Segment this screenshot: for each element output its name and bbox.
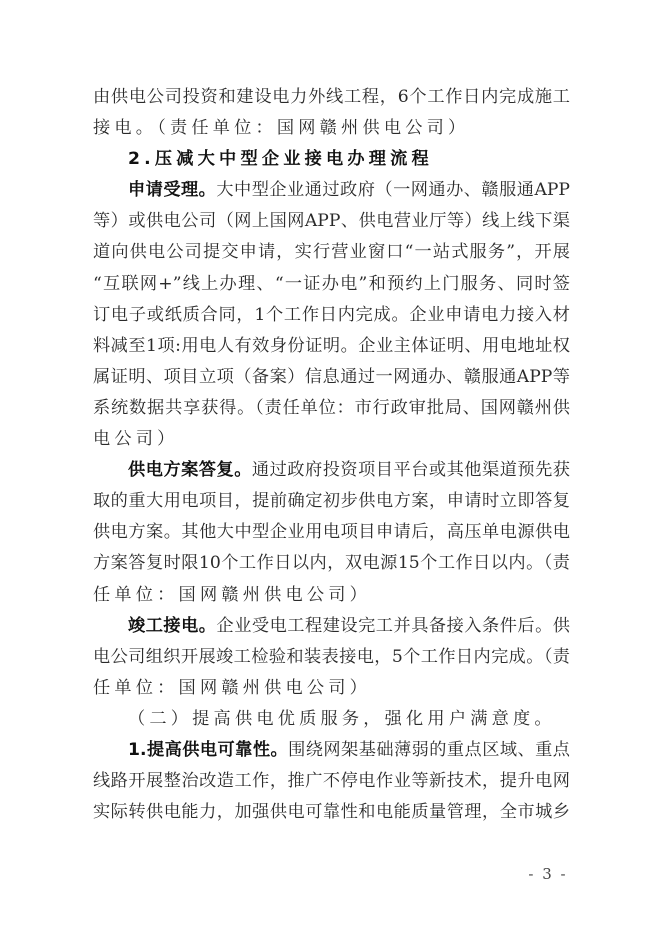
paragraph-line: [93, 362, 570, 393]
paragraph-line: [93, 735, 570, 766]
paragraph-line: [93, 548, 570, 579]
paragraph-lead: 申请受理。: [128, 180, 217, 201]
line-text: 订电子或纸质合同，1个工作日内完成。企业申请电力接入材: [93, 304, 570, 325]
line-text: 大中型企业通过政府（一网通办、赣服通APP: [216, 180, 570, 201]
line-text: 企业受电工程建设完工并具备接入条件后。供: [216, 615, 570, 636]
paragraph-line: [93, 611, 570, 642]
paragraph-lead: 竣工接电。: [128, 615, 217, 636]
paragraph-line: [93, 424, 570, 455]
line-text: 电公司）: [93, 429, 179, 450]
line-text: 系统数据共享获得。（责任单位：市行政审批局、国网赣州供: [93, 397, 570, 418]
paragraph-lead: 1.提高供电可靠性。: [128, 739, 289, 760]
paragraph-line: [93, 580, 570, 611]
line-text: 围绕网架基础薄弱的重点区域、重点: [288, 739, 570, 760]
subsection-heading: [93, 704, 570, 735]
document-page: [93, 82, 570, 828]
line-text: “互联网+”线上办理、“一证办电”和预约上门服务、同时签: [93, 273, 570, 294]
paragraph-line: [93, 642, 570, 673]
line-text: 道向供电公司提交申请，实行营业窗口“一站式服务”，开展: [93, 242, 570, 263]
paragraph-line: [93, 175, 570, 206]
line-text: 等）或供电公司（网上国网APP、供电营业厅等）线上线下渠: [93, 211, 570, 232]
line-text: 任单位：国网赣州供电公司）: [93, 584, 372, 605]
paragraph-line: [93, 237, 570, 268]
paragraph-line: [93, 269, 570, 300]
line-text: 线路开展整治改造工作，推广不停电作业等新技术，提升电网: [93, 771, 570, 792]
line-text: 由供电公司投资和建设电力外线工程，6个工作日内完成施工: [93, 87, 570, 107]
line-text: 料减至1项:用电人有效身份证明。企业主体证明、用电地址权: [93, 335, 570, 356]
line-text: 方案答复时限10个工作日以内，双电源15个工作日以内。（责: [93, 553, 570, 574]
paragraph-line: [93, 82, 570, 113]
paragraph-lead: 供电方案答复。: [128, 460, 252, 481]
paragraph-line: [93, 766, 570, 797]
paragraph-line: [93, 331, 570, 362]
paragraph-line: [93, 206, 570, 237]
line-text: 属证明、项目立项（备案）信息通过一网通办、赣服通APP等: [93, 366, 570, 387]
line-text: 供电方案。其他大中型企业用电项目申请后，高压单电源供电: [93, 522, 570, 543]
section-heading: [93, 144, 570, 175]
paragraph-line: [93, 517, 570, 548]
line-text: 任单位：国网赣州供电公司）: [93, 677, 372, 698]
paragraph-line: [93, 455, 570, 486]
paragraph-line: [93, 393, 570, 424]
paragraph-line: [93, 300, 570, 331]
line-text: 接电。（责任单位：国网赣州供电公司）: [93, 118, 470, 139]
page-number: - 3 -: [528, 865, 568, 883]
paragraph-line: [93, 486, 570, 517]
paragraph-line: [93, 113, 570, 144]
line-text: 实际转供电能力，加强供电可靠性和电能质量管理，全市城乡: [93, 802, 570, 823]
heading-text: （二）提高供电优质服务，强化用户满意度。: [128, 708, 556, 729]
line-text: 取的重大用电项目，提前确定初步供电方案，申请时立即答复: [93, 491, 570, 512]
heading-text: 2.压减大中型企业接电办理流程: [128, 149, 433, 170]
line-text: 电公司组织开展竣工检验和装表接电，5个工作日内完成。（责: [93, 646, 570, 667]
paragraph-line: [93, 673, 570, 704]
line-text: 通过政府投资项目平台或其他渠道预先获: [251, 460, 570, 481]
paragraph-line: [93, 797, 570, 828]
